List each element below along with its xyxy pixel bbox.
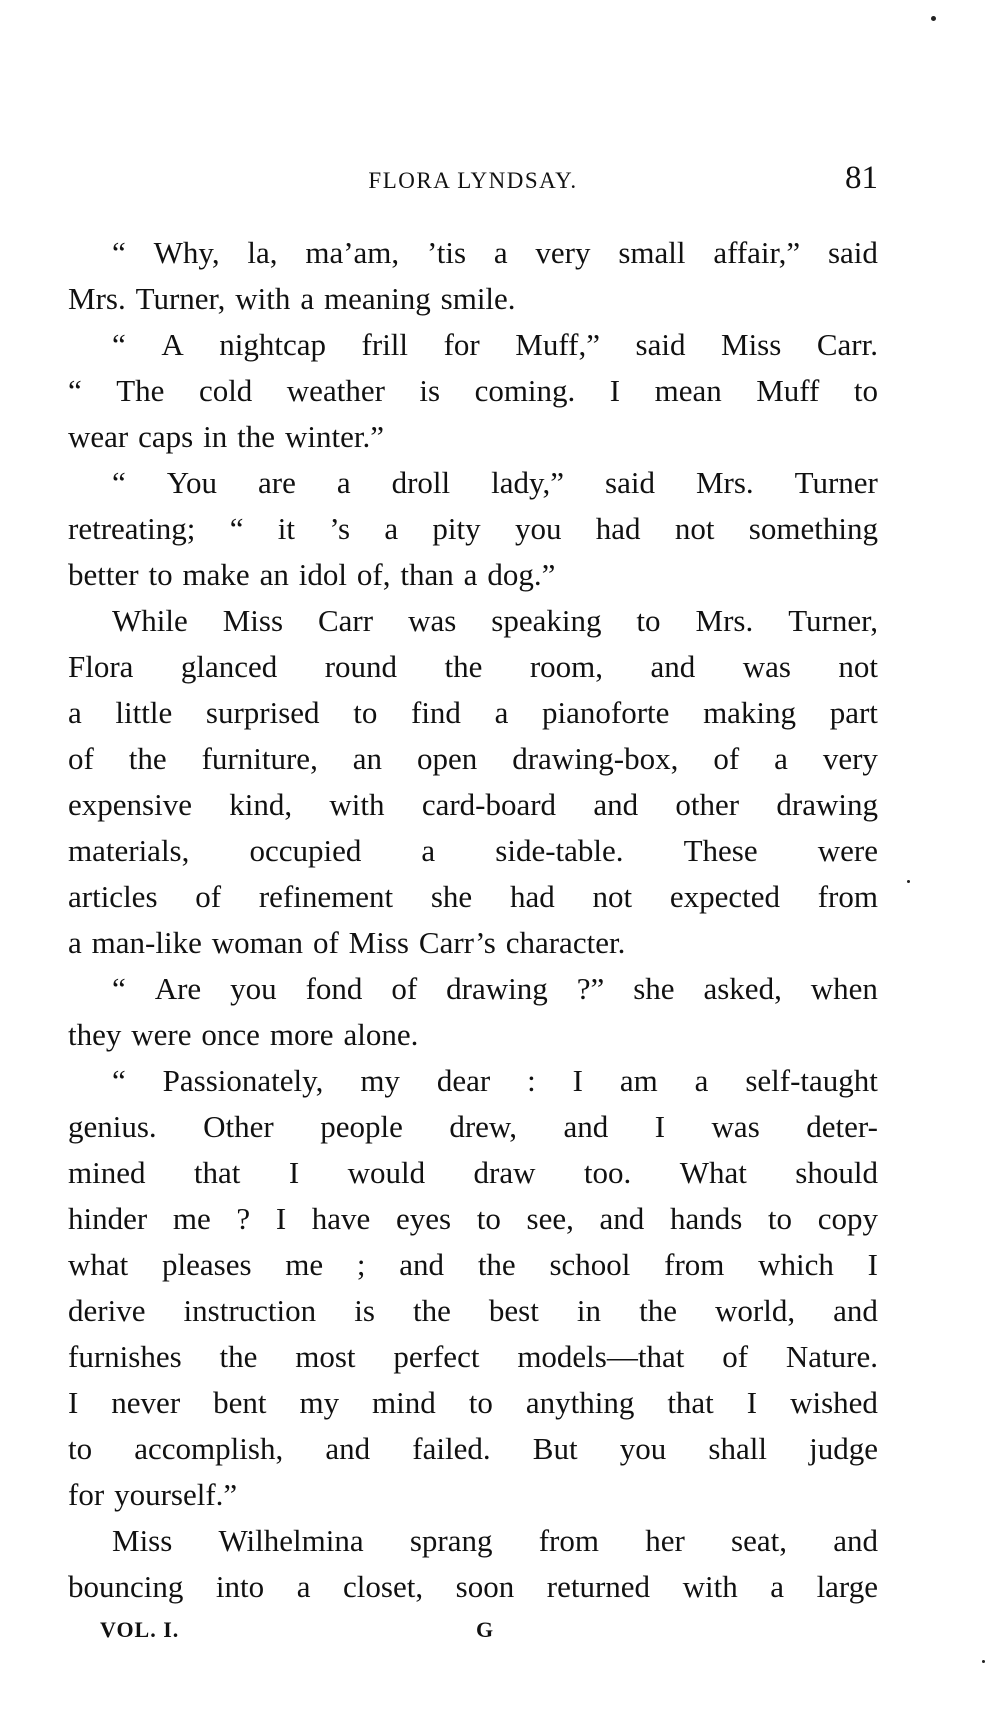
word: from	[817, 879, 878, 914]
word: for	[443, 327, 480, 362]
word: an	[352, 741, 383, 776]
word: Turner,	[788, 603, 878, 638]
word: to	[476, 1201, 501, 1236]
ink-speck	[982, 1660, 985, 1663]
word: people	[320, 1109, 403, 1144]
sheet-signature-mark: G	[476, 1617, 495, 1642]
word: “	[112, 465, 126, 500]
word: derive	[68, 1293, 146, 1328]
word: too.	[583, 1155, 632, 1190]
word: Passionately,	[162, 1063, 324, 1098]
word: for	[68, 1477, 105, 1512]
text-line	[68, 1426, 878, 1472]
text-line	[68, 1472, 878, 1518]
word: Are	[154, 971, 202, 1006]
word: What	[679, 1155, 747, 1190]
word: a	[68, 925, 82, 960]
word: failed.	[412, 1431, 491, 1466]
word: bouncing	[68, 1569, 184, 1604]
word: a	[296, 1569, 311, 1604]
word: affair,”	[713, 235, 801, 270]
word: Carr.	[816, 327, 878, 362]
word: draw	[473, 1155, 536, 1190]
word: most	[295, 1339, 356, 1374]
word: articles	[68, 879, 158, 914]
word: furnishes	[68, 1339, 182, 1374]
word: I	[654, 1109, 666, 1144]
word: judge	[809, 1431, 878, 1466]
word: the	[128, 741, 167, 776]
word: mean	[654, 373, 722, 408]
text-line	[68, 644, 878, 690]
text-line	[68, 230, 878, 276]
word: of	[68, 741, 94, 776]
word: she	[430, 879, 473, 914]
word: While	[112, 603, 188, 638]
word: Muff	[756, 373, 820, 408]
word: la,	[247, 235, 278, 270]
word: was	[711, 1109, 760, 1144]
word: expensive	[68, 787, 192, 822]
word: deter-	[806, 1109, 878, 1144]
word: shall	[708, 1431, 767, 1466]
running-head	[68, 160, 878, 206]
word: Mrs.	[695, 465, 754, 500]
word: retreating;	[68, 511, 196, 546]
word: best	[488, 1293, 539, 1328]
word: an	[259, 557, 289, 592]
word: of	[312, 925, 339, 960]
text-line	[68, 1564, 878, 1610]
text-line	[68, 368, 878, 414]
word: ’tis	[426, 235, 467, 270]
word: which	[758, 1247, 834, 1282]
text-line	[68, 598, 878, 644]
word: the	[412, 1293, 451, 1328]
word: Miss	[348, 925, 409, 960]
word: to	[767, 1201, 793, 1236]
word: “	[112, 1063, 126, 1098]
word: from	[664, 1247, 725, 1282]
word: of	[391, 971, 418, 1006]
word: returned	[546, 1569, 651, 1604]
word: said	[605, 465, 655, 500]
word: was	[742, 649, 791, 684]
word: was	[408, 603, 457, 638]
word: kind,	[229, 787, 293, 822]
word: self-taught	[745, 1063, 878, 1098]
word: a	[421, 833, 436, 868]
text-line	[68, 920, 878, 966]
word: that	[667, 1385, 714, 1420]
word: have	[311, 1201, 371, 1236]
word: me	[285, 1247, 324, 1282]
word: Turner,	[135, 281, 226, 316]
word: side-table.	[495, 833, 624, 868]
word: in	[203, 419, 228, 454]
word: I	[275, 1201, 287, 1236]
word: a	[494, 695, 509, 730]
word: card-board	[421, 787, 557, 822]
word: of	[713, 741, 740, 776]
word: her	[645, 1523, 685, 1558]
word: the	[237, 419, 276, 454]
word: and	[563, 1109, 609, 1144]
text-line	[68, 736, 878, 782]
word: see,	[526, 1201, 574, 1236]
word: to	[853, 373, 878, 408]
word: you	[619, 1431, 667, 1466]
ink-speck	[931, 16, 936, 21]
word: said	[635, 327, 686, 362]
page-footer	[100, 1617, 600, 1657]
word: me	[172, 1201, 211, 1236]
text-line	[68, 414, 878, 460]
word: dog.”	[487, 557, 556, 592]
word: and	[593, 787, 639, 822]
word: than	[400, 557, 454, 592]
word: other	[675, 787, 740, 822]
word: in	[576, 1293, 602, 1328]
word: soon	[455, 1569, 515, 1604]
word: and	[399, 1247, 445, 1282]
word: You	[166, 465, 218, 500]
text-line	[68, 782, 878, 828]
word: small	[618, 235, 686, 270]
text-line	[68, 966, 878, 1012]
word: character.	[505, 925, 626, 960]
word: lady,”	[491, 465, 565, 500]
text-line	[68, 552, 878, 598]
word: that	[193, 1155, 241, 1190]
word: ?”	[576, 971, 605, 1006]
word: very	[822, 741, 878, 776]
word: and	[833, 1293, 878, 1328]
word: to	[353, 695, 378, 730]
word: said	[827, 235, 878, 270]
word: bent	[213, 1385, 267, 1420]
word: hands	[669, 1201, 743, 1236]
word: had	[595, 511, 641, 546]
text-line	[68, 1518, 878, 1564]
word: more	[269, 1017, 334, 1052]
word: “	[112, 327, 126, 362]
word: “	[68, 373, 82, 408]
word: wear	[68, 419, 129, 454]
word: materials,	[68, 833, 190, 868]
word: nightcap	[219, 327, 326, 362]
word: Muff,”	[515, 327, 600, 362]
word: world,	[715, 1293, 796, 1328]
word: hinder	[68, 1201, 148, 1236]
word: coming.	[474, 373, 576, 408]
word: and	[599, 1201, 645, 1236]
word: it	[277, 511, 296, 546]
word: a	[463, 557, 478, 592]
word: But	[532, 1431, 578, 1466]
running-title: FLORA LYNDSAY.	[368, 168, 578, 193]
word: occupied	[249, 833, 362, 868]
word: you	[514, 511, 562, 546]
word: frill	[361, 327, 409, 362]
word: glanced	[180, 649, 278, 684]
word: what	[68, 1247, 129, 1282]
word: with	[682, 1569, 738, 1604]
word: man-like	[91, 925, 202, 960]
word: little	[115, 695, 173, 730]
word: Miss	[222, 603, 284, 638]
word: Wilhelmina	[218, 1523, 364, 1558]
word: A	[161, 327, 184, 362]
word: copy	[817, 1201, 878, 1236]
word: surprised	[205, 695, 320, 730]
text-line	[68, 322, 878, 368]
word: round	[324, 649, 398, 684]
word: to	[468, 1385, 493, 1420]
word: with	[235, 281, 291, 316]
word: to	[636, 603, 661, 638]
word: my	[360, 1063, 400, 1098]
text-line	[68, 828, 878, 874]
word: Carr’s	[418, 925, 496, 960]
word: drawing	[446, 971, 548, 1006]
word: very	[535, 235, 591, 270]
word: never	[111, 1385, 181, 1420]
word: is	[419, 373, 441, 408]
word: seat,	[731, 1523, 787, 1558]
text-line	[68, 1104, 878, 1150]
word: ma’am,	[305, 235, 400, 270]
word: asked,	[703, 971, 782, 1006]
word: the	[639, 1293, 677, 1328]
word: would	[347, 1155, 426, 1190]
ink-speck	[907, 880, 910, 883]
word: the	[219, 1339, 258, 1374]
word: a	[770, 1569, 785, 1604]
word: a	[384, 511, 399, 546]
word: am	[619, 1063, 658, 1098]
word: something	[748, 511, 878, 546]
word: is	[354, 1293, 375, 1328]
word: she	[633, 971, 675, 1006]
word: winter.”	[284, 419, 384, 454]
word: a	[68, 695, 82, 730]
word: pleases	[162, 1247, 252, 1282]
word: and	[325, 1431, 371, 1466]
word: should	[795, 1155, 878, 1190]
word: weather	[286, 373, 385, 408]
word: my	[299, 1385, 340, 1420]
word: a	[774, 741, 788, 776]
text-line	[68, 1058, 878, 1104]
volume-signature: VOL. I.	[100, 1617, 180, 1642]
word: with	[329, 787, 385, 822]
text-line	[68, 1288, 878, 1334]
word: I	[867, 1247, 878, 1282]
word: “	[229, 511, 244, 546]
word: to	[68, 1431, 93, 1466]
word: pianoforte	[542, 695, 670, 730]
word: I	[68, 1385, 79, 1420]
text-line	[68, 1334, 878, 1380]
word: Other	[203, 1109, 274, 1144]
word: fond	[305, 971, 363, 1006]
word: a	[493, 235, 508, 270]
word: are	[258, 465, 296, 500]
word: woman	[211, 925, 304, 960]
word: ’s	[329, 511, 351, 546]
text-line	[68, 1196, 878, 1242]
page-number: 81	[845, 160, 878, 196]
word: alone.	[343, 1017, 419, 1052]
word: I	[572, 1063, 583, 1098]
word: genius.	[68, 1109, 157, 1144]
word: a	[336, 465, 351, 500]
word: make	[182, 557, 250, 592]
text-line	[68, 1242, 878, 1288]
word: “	[112, 235, 126, 270]
word: you	[230, 971, 277, 1006]
text-line	[68, 1150, 878, 1196]
word: a	[300, 281, 315, 316]
word: into	[215, 1569, 265, 1604]
word: droll	[391, 465, 451, 500]
word: Miss	[721, 327, 782, 362]
word: and	[833, 1523, 878, 1558]
word: were	[817, 833, 878, 868]
word: and	[650, 649, 696, 684]
word: of	[722, 1339, 749, 1374]
word: drawing-box,	[512, 741, 679, 776]
word: not	[838, 649, 878, 684]
word: room,	[529, 649, 604, 684]
word: meaning	[323, 281, 431, 316]
word: find	[411, 695, 461, 730]
word: Flora	[68, 649, 134, 684]
word: they	[68, 1017, 122, 1052]
word: mind	[372, 1385, 436, 1420]
word: once	[201, 1017, 260, 1052]
text-line	[68, 874, 878, 920]
text-line	[68, 506, 878, 552]
word: idol	[298, 557, 347, 592]
word: a	[694, 1063, 709, 1098]
word: not	[674, 511, 715, 546]
word: I	[609, 373, 621, 408]
word: drawing	[776, 787, 878, 822]
word: open	[417, 741, 478, 776]
word: Turner	[794, 465, 878, 500]
text-line	[68, 1012, 878, 1058]
word: “	[112, 971, 126, 1006]
word: dear	[436, 1063, 491, 1098]
word: yourself.”	[114, 1477, 238, 1512]
text-line	[68, 276, 878, 322]
word: Miss	[112, 1523, 173, 1558]
word: large	[816, 1569, 878, 1604]
word: part	[829, 695, 878, 730]
word: were	[131, 1017, 192, 1052]
word: making	[703, 695, 797, 730]
word: school	[549, 1247, 631, 1282]
word: models—that	[517, 1339, 685, 1374]
word: when	[810, 971, 878, 1006]
word: sprang	[409, 1523, 493, 1558]
word: The	[116, 373, 165, 408]
word: accomplish,	[134, 1431, 284, 1466]
text-line	[68, 690, 878, 736]
word: the	[444, 649, 483, 684]
word: furniture,	[201, 741, 318, 776]
word: expected	[669, 879, 780, 914]
body-text	[68, 230, 878, 1610]
word: Mrs.	[68, 281, 126, 316]
word: perfect	[393, 1339, 480, 1374]
word: wished	[790, 1385, 878, 1420]
word: Carr	[318, 603, 374, 638]
word: ;	[356, 1247, 366, 1282]
word: of,	[356, 557, 391, 592]
word: not	[592, 879, 633, 914]
word: I	[746, 1385, 758, 1420]
word: better	[68, 557, 139, 592]
word: from	[538, 1523, 599, 1558]
word: had	[509, 879, 555, 914]
word: :	[527, 1063, 536, 1098]
word: cold	[198, 373, 253, 408]
text-line	[68, 1380, 878, 1426]
word: of	[195, 879, 222, 914]
word: Nature.	[785, 1339, 878, 1374]
word: smile.	[440, 281, 516, 316]
word: the	[477, 1247, 516, 1282]
word: anything	[525, 1385, 635, 1420]
word: speaking	[491, 603, 602, 638]
word: Mrs.	[695, 603, 754, 638]
word: to	[148, 557, 173, 592]
word: caps	[138, 419, 194, 454]
word: ?	[236, 1201, 251, 1236]
word: closet,	[343, 1569, 424, 1604]
word: Why,	[153, 235, 220, 270]
word: pity	[432, 511, 481, 546]
word: mined	[68, 1155, 146, 1190]
word: refinement	[258, 879, 394, 914]
word: I	[288, 1155, 300, 1190]
word: eyes	[395, 1201, 452, 1236]
word: drew,	[449, 1109, 518, 1144]
word: instruction	[183, 1293, 317, 1328]
text-line	[68, 460, 878, 506]
word: These	[683, 833, 758, 868]
